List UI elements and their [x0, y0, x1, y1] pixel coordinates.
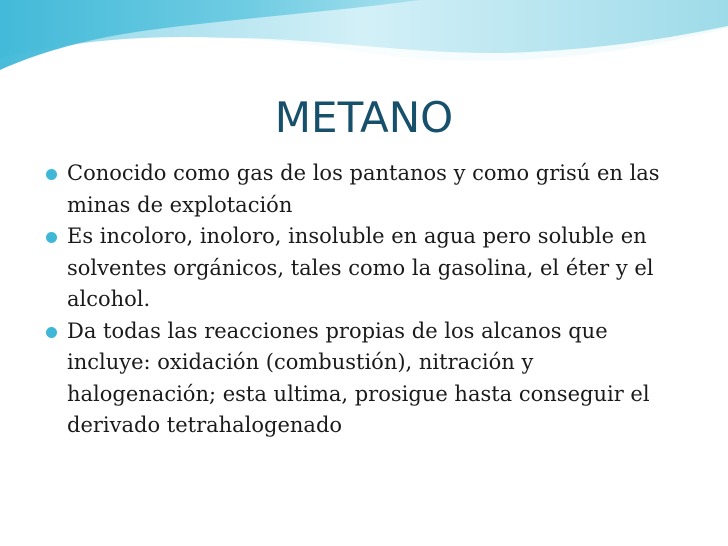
bullet-dot-icon [46, 232, 57, 243]
bullet-item [46, 221, 686, 316]
bullet-list [46, 158, 686, 442]
bullet-dot-icon [46, 327, 57, 338]
bullet-text: Es incoloro, inoloro, insoluble en agua pero soluble en solventes orgánicos, tales como la gasolina, el éter y el alcohol. [67, 224, 654, 311]
slide-title: METANO [274, 93, 454, 142]
bullet-text: Da todas las reacciones propias de los alcanos que incluye: oxidación (combustión), nitración y halogenación; esta ultima, prosigue hasta conseguir el derivado tetrahalogenado [67, 318, 650, 437]
bullet-item [46, 158, 686, 221]
bullet-item [46, 316, 686, 442]
bullet-dot-icon [46, 169, 57, 180]
header-wave-decoration [0, 0, 728, 90]
bullet-text: Conocido como gas de los pantanos y como grisú en las minas de explotación [67, 161, 660, 217]
